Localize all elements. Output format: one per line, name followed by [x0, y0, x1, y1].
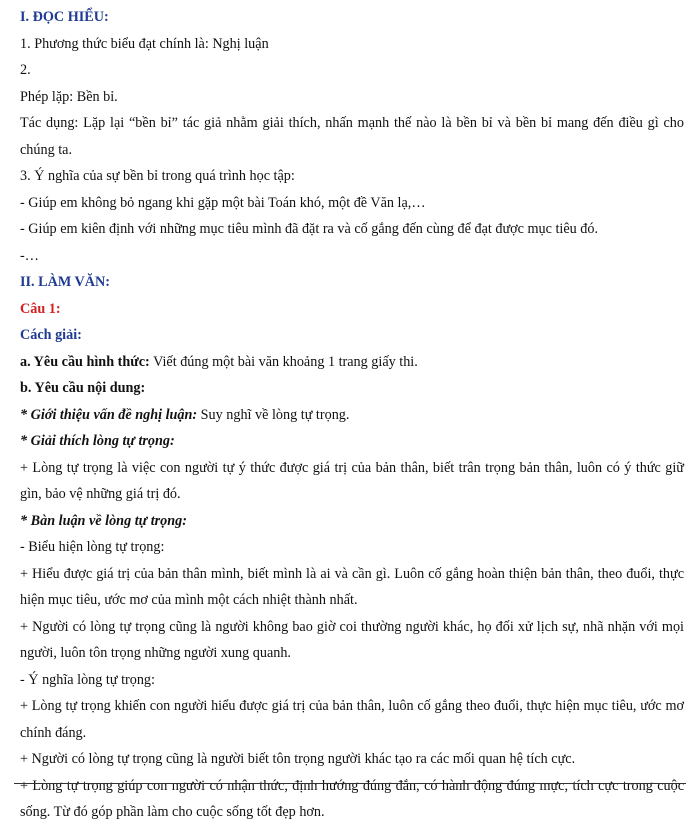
- section-title-lam-van: II. LÀM VĂN:: [20, 274, 110, 290]
- requirement-form: [20, 349, 684, 376]
- bottom-divider: [14, 783, 686, 784]
- answer-q2-tac-dung: Tác dụng: Lặp lại “bền bỉ” tác giả nhằm giải thích, nhấn mạnh thế nào là bền bỉ và bền bỉ mang đến điều gì cho chúng ta.: [20, 115, 684, 158]
- expression-point-2: + Người có lòng tự trọng cũng là người không bao giờ coi thường người khác, họ đối xử lịch sự, nhã nhặn với mọi người, luôn tôn trọng những người xung quanh.: [20, 618, 684, 661]
- explanation-text: + Lòng tự trọng là việc con người tự ý thức được giá trị của bản thân, biết trân trọng bản thân, luôn có ý thức giữ gìn, bảo vệ những giá trị đó.: [20, 459, 684, 502]
- meaning-point-2: + Người có lòng tự trọng cũng là người biết tôn trọng người khác tạo ra các mối quan hệ tích cực.: [20, 751, 576, 767]
- requirement-form-text: Viết đúng một bài văn khoảng 1 trang giấy thi.: [149, 353, 418, 370]
- answer-q2-number: 2.: [20, 62, 31, 78]
- meaning-heading: - Ý nghĩa lòng tự trọng:: [20, 671, 155, 688]
- requirement-content-label: b. Yêu cầu nội dung:: [20, 380, 146, 396]
- answer-q1: 1. Phương thức biểu đạt chính là: Nghị luận: [20, 35, 269, 52]
- intro-topic: [20, 402, 684, 429]
- discussion-label: * Bàn luận về lòng tự trọng:: [20, 512, 187, 529]
- answer-q2-phep-lap: Phép lặp: Bền bỉ.: [20, 88, 118, 105]
- explanation-label: * Giải thích lòng tự trọng:: [20, 433, 175, 449]
- answer-q3: 3. Ý nghĩa của sự bền bỉ trong quá trình học tập:: [20, 168, 295, 184]
- answer-q3-point-a: - Giúp em không bỏ ngang khi gặp một bài Toán khó, một đề Văn lạ,…: [20, 194, 426, 211]
- question-label-cau1: Câu 1:: [20, 300, 61, 317]
- answer-q3-point-b: - Giúp em kiên định với những mục tiêu mình đã đặt ra và cố gắng đến cùng để đạt được mục tiêu đó.: [20, 221, 599, 237]
- answer-q3-point-c: -…: [20, 247, 39, 264]
- meaning-point-1: + Lòng tự trọng khiến con người hiểu được giá trị của bản thân, luôn cố gắng theo đuổi, thực hiện mục tiêu, ước mơ chính đáng.: [20, 698, 684, 741]
- section-title-doc-hieu: I. ĐỌC HIỂU:: [20, 9, 109, 25]
- expression-heading: - Biểu hiện lòng tự trọng:: [20, 539, 165, 555]
- intro-topic-label: * Giới thiệu vấn đề nghị luận:: [20, 406, 198, 423]
- intro-topic-text: Suy nghĩ về lòng tự trọng.: [197, 406, 350, 423]
- meaning-point-3: + Lòng tự trọng giúp con người có nhận thức, định hướng đúng đắn, có hành động đúng mực, tích cực trong cuộc sống. Từ đó góp phần làm cho cuộc sống tốt đẹp hơn.: [20, 777, 684, 820]
- expression-point-1: + Hiểu được giá trị của bản thân mình, biết mình là ai và cần gì. Luôn cố gắng hoàn thiện bản thân, theo đuổi, thực hiện mục tiêu, ước mơ của mình một cách nhiệt thành nhất.: [20, 565, 684, 608]
- requirement-form-label: a. Yêu cầu hình thức:: [20, 353, 150, 370]
- method-label: Cách giải:: [20, 327, 82, 343]
- document-page: [20, 4, 684, 826]
